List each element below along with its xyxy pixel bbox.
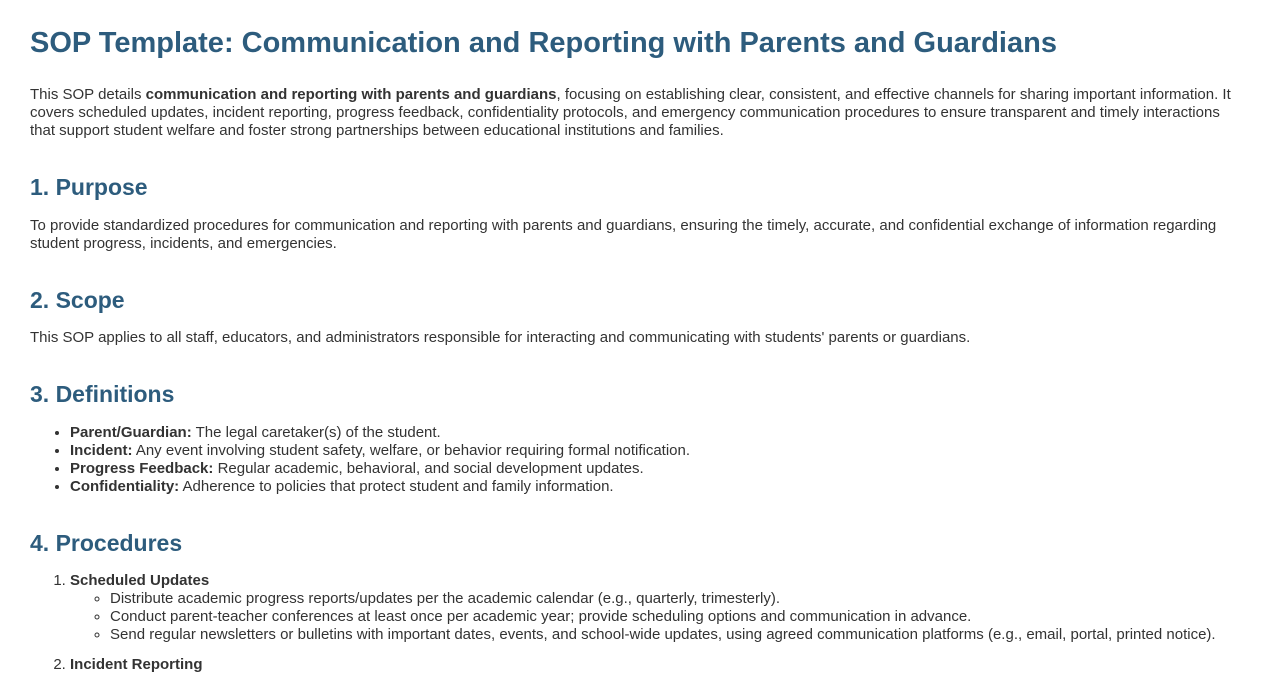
- definitions-list: [30, 424, 1233, 496]
- definition-item-confidentiality: [70, 478, 1233, 496]
- scope-paragraph: This SOP applies to all staff, educators, and administrators responsible for interacting and communicating with students' parents or guardians.: [30, 329, 971, 347]
- definition-item-progress-feedback: [70, 460, 1233, 478]
- intro-text-bold: communication and reporting with parents and guardians: [145, 86, 557, 104]
- procedure-title: Scheduled Updates: [70, 572, 210, 590]
- definition-text: Adherence to policies that protect student and family information.: [179, 477, 614, 495]
- definition-text: Any event involving student safety, welfare, or behavior requiring formal notification.: [132, 441, 691, 459]
- definition-item-parent-guardian: [70, 424, 1233, 442]
- intro-paragraph: [30, 86, 1233, 140]
- procedure-step: ◦ Distribute academic progress reports/updates per the academic calendar (e.g., quarterly, trimesterly).: [110, 590, 1233, 608]
- procedure-steps: [70, 590, 1233, 644]
- procedure-item-scheduled-updates: [70, 572, 1233, 644]
- section-heading-purpose: 1. Purpose: [30, 174, 148, 201]
- section-heading-procedures: 4. Procedures: [30, 529, 183, 556]
- definition-term: Parent/Guardian:: [70, 423, 192, 441]
- procedure-item-incident-reporting: [70, 656, 1233, 674]
- definition-term: Progress Feedback:: [70, 459, 214, 477]
- definition-item-incident: [70, 442, 1233, 460]
- section-heading-definitions: 3. Definitions: [30, 381, 175, 408]
- definition-term: Incident:: [70, 441, 133, 459]
- procedure-step: ◦ Send regular newsletters or bulletins with important dates, events, and school-wide updates, using agreed communication platforms (e.g., email, portal, printed notice).: [110, 626, 1233, 644]
- purpose-paragraph: To provide standardized procedures for communication and reporting with parents and guardians, ensuring the timely, accurate, and confidential exchange of information regarding student progress, incidents, and emergencies.: [30, 216, 1217, 252]
- intro-text-post: , focusing on establishing clear, consistent, and effective channels for sharing important information. It covers scheduled updates, incident reporting, progress feedback, confidentiality protocols, and emergency communication procedures to ensure transparent and timely interactions that support student welfare and foster strong partnerships between educational institutions and families.: [30, 86, 1231, 140]
- procedures-list: [30, 572, 1233, 674]
- definition-text: The legal caretaker(s) of the student.: [191, 423, 441, 441]
- definition-text: Regular academic, behavioral, and social development updates.: [213, 459, 644, 477]
- page-title: SOP Template: Communication and Reporting with Parents and Guardians: [30, 27, 1057, 59]
- definition-term: Confidentiality:: [70, 477, 180, 495]
- section-heading-scope: 2. Scope: [30, 286, 125, 313]
- procedure-step: ◦ Conduct parent-teacher conferences at least once per academic year; provide scheduling options and communication in advance.: [110, 608, 1233, 626]
- procedure-title: Incident Reporting: [70, 656, 203, 674]
- intro-text-pre: This SOP details: [30, 86, 146, 104]
